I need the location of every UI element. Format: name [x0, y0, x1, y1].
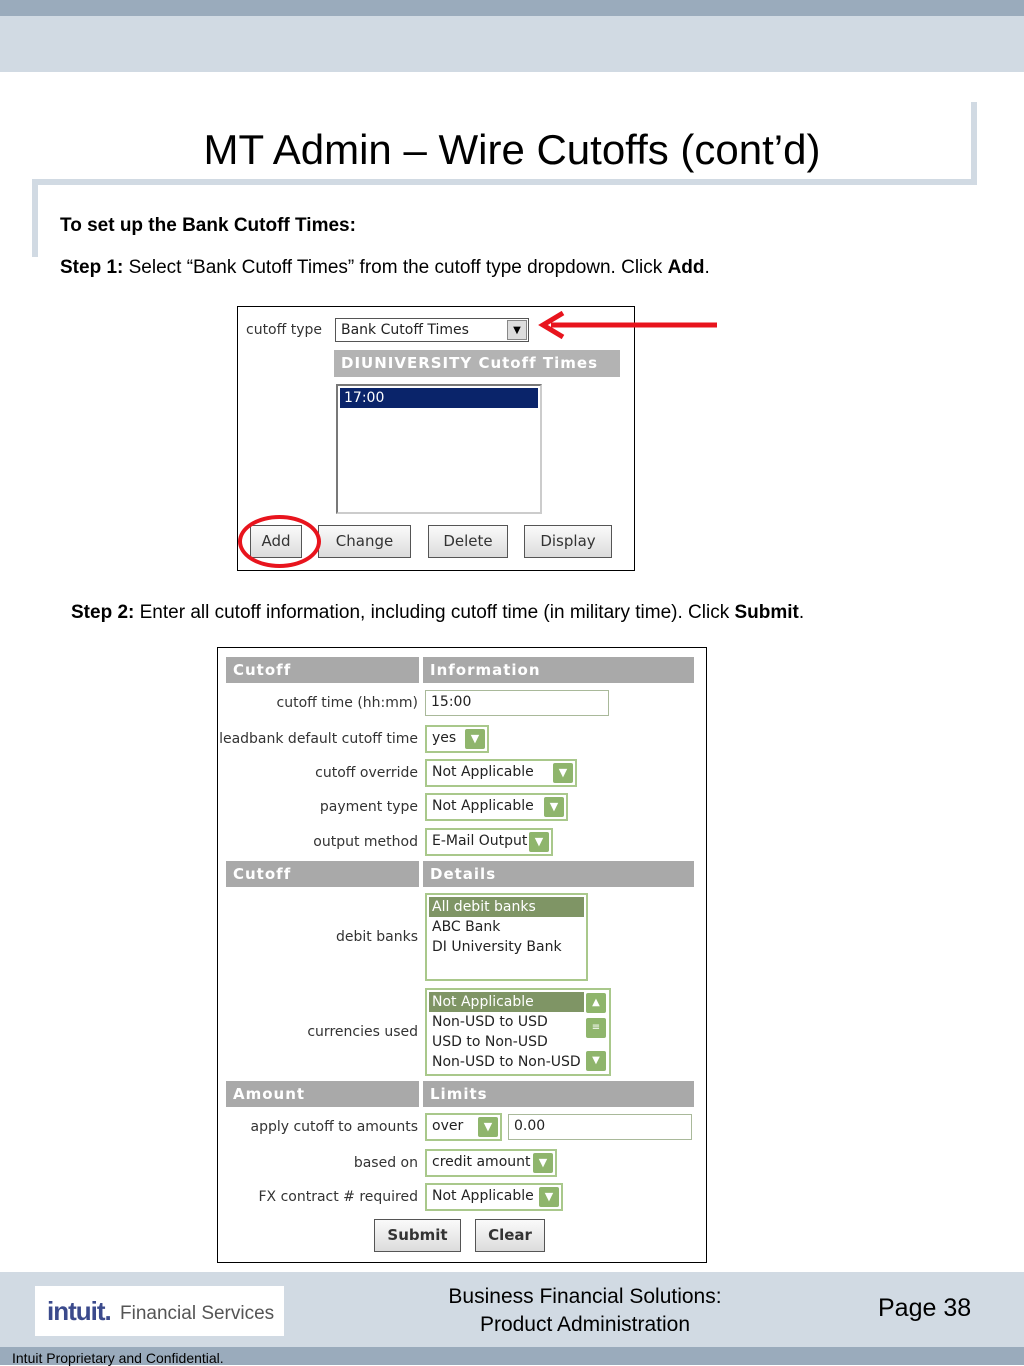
list-item[interactable]: Non-USD to USD [432, 1014, 548, 1030]
submit-button[interactable]: Submit [374, 1219, 461, 1252]
step-2-body: Enter all cutoff information, including cutoff time (in military time). Click [134, 602, 735, 623]
slide-title: MT Admin – Wire Cutoffs (cont’d) [203, 126, 821, 173]
debit-banks-label: debit banks [336, 929, 418, 945]
leadbank-default-label: leadbank default cutoff time [219, 731, 418, 747]
based-on-select[interactable] [425, 1149, 557, 1177]
step-1-action: Add [667, 257, 705, 278]
cutoff-times-screenshot [237, 306, 635, 571]
chevron-down-icon[interactable]: ▼ [465, 729, 485, 749]
footer-title-line-2: Product Administration [479, 1313, 691, 1336]
top-band [0, 0, 1024, 16]
cutoff-time-input[interactable] [425, 690, 609, 716]
leadbank-default-select[interactable] [425, 725, 489, 753]
delete-button[interactable]: Delete [428, 525, 508, 558]
apply-cutoff-label: apply cutoff to amounts [250, 1119, 418, 1135]
highlight-circle [238, 515, 321, 568]
amount-input[interactable] [508, 1114, 692, 1140]
footer-title-line-1: Business Financial Solutions: [448, 1285, 722, 1308]
display-button[interactable]: Display [524, 525, 612, 558]
change-button[interactable]: Change [318, 525, 411, 558]
fx-contract-label: FX contract # required [258, 1189, 418, 1205]
section-header-cutoff-2: Cutoff [226, 861, 419, 887]
logo-subtitle: Financial Services [120, 1303, 275, 1324]
pointer-arrow-icon [535, 308, 725, 344]
step-1-body: Select “Bank Cutoff Times” from the cutoff type dropdown. Click [123, 257, 668, 278]
fx-contract-value: Not Applicable [432, 1188, 534, 1204]
payment-type-value: Not Applicable [432, 798, 534, 814]
chevron-down-icon[interactable]: ▼ [507, 320, 527, 340]
step-2-end: . [798, 602, 805, 623]
chevron-down-icon[interactable]: ▼ [478, 1117, 498, 1137]
cutoff-type-value: Bank Cutoff Times [341, 322, 469, 338]
cutoff-form-screenshot [217, 647, 707, 1263]
title-frame-left [32, 179, 38, 257]
step-2-text [71, 601, 804, 625]
step-1-text [60, 256, 710, 280]
based-on-label: based on [353, 1155, 418, 1171]
list-item[interactable]: USD to Non-USD [432, 1034, 548, 1050]
list-item[interactable]: All debit banks [429, 897, 584, 917]
cutoff-time-value: 15:00 [431, 694, 472, 710]
cutoff-type-select[interactable] [335, 318, 529, 342]
step-1-label: Step 1: [60, 257, 124, 278]
apply-cutoff-value: over [432, 1118, 464, 1134]
cutoff-times-list[interactable] [336, 384, 542, 514]
list-item[interactable]: DI University Bank [432, 939, 562, 955]
list-item[interactable]: Not Applicable [429, 992, 584, 1012]
debit-banks-list[interactable] [425, 893, 588, 981]
intuit-logo [35, 1286, 284, 1336]
cutoff-override-value: Not Applicable [432, 764, 534, 780]
section-header-details: Details [423, 861, 694, 887]
scroll-up-icon[interactable]: ▲ [586, 993, 606, 1013]
footer-title [410, 1283, 760, 1339]
currencies-used-label: currencies used [307, 1024, 418, 1040]
chevron-down-icon[interactable]: ▼ [553, 763, 573, 783]
output-method-select[interactable] [425, 828, 553, 856]
list-item[interactable]: 17:00 [340, 388, 538, 408]
chevron-down-icon[interactable]: ▼ [529, 832, 549, 852]
fx-contract-select[interactable] [425, 1183, 563, 1211]
header-band [0, 16, 1024, 72]
amount-value: 0.00 [514, 1118, 546, 1134]
step-1-end: . [704, 257, 710, 278]
step-2-label: Step 2: [71, 602, 135, 623]
section-header-information: Information [423, 657, 694, 683]
cutoff-type-label: cutoff type [246, 322, 322, 338]
clear-button[interactable]: Clear [475, 1219, 545, 1252]
confidential-notice: Intuit Proprietary and Confidential. [12, 1350, 224, 1366]
payment-type-label: payment type [319, 799, 418, 815]
cutoff-time-label: cutoff time (hh:mm) [276, 695, 418, 711]
section-header-limits: Limits [423, 1081, 694, 1107]
list-item[interactable]: ABC Bank [432, 919, 501, 935]
scroll-down-icon[interactable]: ▼ [586, 1051, 606, 1071]
list-item[interactable]: Non-USD to Non-USD [432, 1054, 581, 1070]
chevron-down-icon[interactable]: ▼ [544, 797, 564, 817]
title-frame-bottom [32, 179, 977, 185]
payment-type-select[interactable] [425, 793, 568, 821]
output-method-value: E-Mail Output [432, 833, 528, 849]
cutoff-override-select[interactable] [425, 759, 577, 787]
scroll-thumb-icon[interactable]: ≡ [586, 1018, 606, 1038]
section-heading: To set up the Bank Cutoff Times: [60, 215, 356, 236]
chevron-down-icon[interactable]: ▼ [539, 1187, 559, 1207]
cutoff-times-list-title: DIUNIVERSITY Cutoff Times [334, 350, 620, 377]
currencies-used-list[interactable] [425, 988, 611, 1076]
step-2-action: Submit [734, 602, 799, 623]
page-number: Page 38 [878, 1294, 972, 1322]
chevron-down-icon[interactable]: ▼ [533, 1153, 553, 1173]
section-header-cutoff: Cutoff [226, 657, 419, 683]
output-method-label: output method [313, 834, 418, 850]
apply-cutoff-select[interactable] [425, 1113, 502, 1141]
leadbank-default-value: yes [432, 730, 457, 746]
add-button[interactable]: Add [250, 525, 302, 558]
section-header-amount: Amount [226, 1081, 419, 1107]
cutoff-override-label: cutoff override [315, 765, 418, 781]
based-on-value: credit amount [432, 1154, 531, 1170]
logo-brand: intuit. [47, 1296, 111, 1326]
